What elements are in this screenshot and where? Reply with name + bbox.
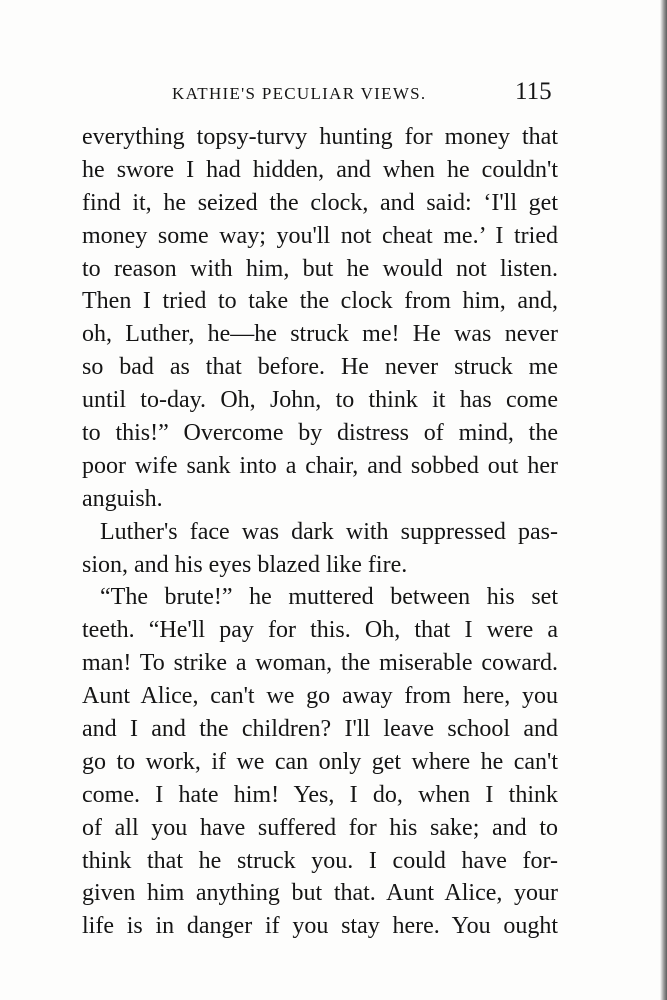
paragraph-first-line: “The brute!” he muttered between his set xyxy=(100,584,558,611)
text-line: life is in danger if you stay here. You ought xyxy=(82,913,558,940)
page-number: 115 xyxy=(515,78,552,105)
text-line: sion, and his eyes blazed like fire. xyxy=(82,551,408,578)
text-line: of all you have suffered for his sake; and to xyxy=(82,814,558,841)
text-line: to this!” Overcome by distress of mind, the xyxy=(82,420,558,447)
text-line: to reason with him, but he would not listen. xyxy=(82,255,558,282)
text-line: go to work, if we can only get where he can't xyxy=(82,748,558,775)
text-line: he swore I had hidden, and when he couldn't xyxy=(82,156,558,183)
text-line: teeth. “He'll pay for this. Oh, that I were a xyxy=(82,617,558,644)
paragraph-first-line: Luther's face was dark with suppressed pas- xyxy=(100,518,558,545)
text-line: think that he struck you. I could have for- xyxy=(82,847,558,874)
text-line: money some way; you'll not cheat me.’ I tried xyxy=(82,222,558,249)
text-line: Aunt Alice, can't we go away from here, you xyxy=(82,683,558,710)
text-line: anguish. xyxy=(82,485,163,512)
text-line: until to-day. Oh, John, to think it has come xyxy=(82,387,558,414)
text-line: given him anything but that. Aunt Alice, your xyxy=(82,880,558,907)
body-text xyxy=(82,121,558,943)
text-line: come. I hate him! Yes, I do, when I think xyxy=(82,781,558,808)
text-line: find it, he seized the clock, and said: ‘I'll get xyxy=(82,189,558,216)
page-edge-shadow xyxy=(660,0,667,1000)
text-line: poor wife sank into a chair, and sobbed out her xyxy=(82,452,558,479)
text-line: man! To strike a woman, the miserable coward. xyxy=(82,650,558,677)
text-line: everything topsy-turvy hunting for money that xyxy=(82,124,558,150)
text-line: so bad as that before. He never struck me xyxy=(82,354,558,381)
running-head-title: KATHIE'S PECULIAR VIEWS. xyxy=(172,84,427,103)
text-line: oh, Luther, he—he struck me! He was never xyxy=(82,321,558,348)
text-line: Then I tried to take the clock from him, and, xyxy=(82,288,558,315)
text-line: and I and the children? I'll leave school and xyxy=(82,716,558,743)
